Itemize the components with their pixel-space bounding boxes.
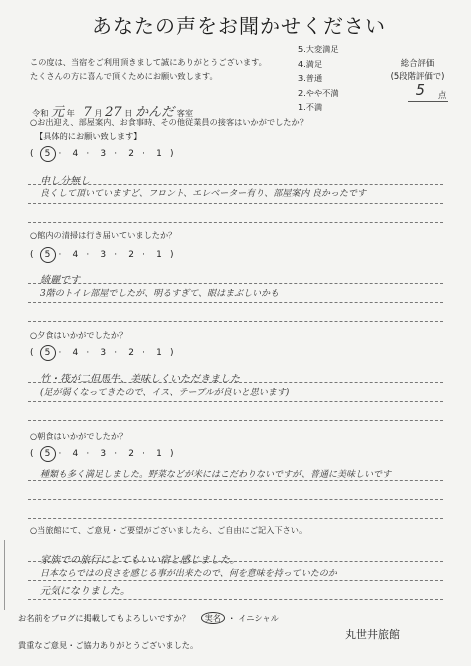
month-unit: 月 [94,108,103,118]
era: 令和 [32,108,49,118]
overall-score[interactable]: 5 [416,81,426,99]
option-real-name[interactable]: 実名 [201,612,225,624]
scale-2: 2.やや不満 [298,87,339,98]
rating-option[interactable]: 4 [72,149,79,159]
answer-dinner-2[interactable]: (足が弱くなってきたので、イス、テーブルが良いと思います) [40,388,290,398]
guest-name[interactable]: かんだ [135,105,175,120]
rating-option[interactable]: 4 [72,348,79,358]
blog-question: お名前をブログに掲載してもよろしいですか？ [18,613,190,623]
day-value[interactable]: 27 [105,105,122,120]
rating-option[interactable]: 3 [100,149,107,159]
rating-dinner: ( 5 · 4 · 3 · 2 · 1 ) [30,345,177,361]
scale-3: 3.普通 [298,73,323,84]
blog-consent [18,613,279,624]
question-breakfast: ○朝食はいかがでしたか？ [30,431,128,441]
option-separator: ・ [227,613,236,623]
rating-cleaning: ( 5 · 4 · 3 · 2 · 1 ) [30,247,177,263]
rating-option[interactable]: 1 [156,449,162,459]
rating-option[interactable]: 5 [40,247,56,263]
rating-option[interactable]: 3 [100,250,107,260]
rating-option[interactable]: 4 [72,449,79,459]
rating-option[interactable]: 5 [40,446,56,462]
question-comments: ○当旅館にて、ご意見・ご要望がございましたら、ご自由にご記入下さい。 [30,525,308,535]
thanks-text: 貴重なご意見・ご協力ありがとうございました。 [18,640,199,650]
scale-1: 1.不満 [298,102,323,113]
answer-comments-3[interactable]: 元気になりました。 [40,586,130,597]
overall-unit: 点 [438,90,447,100]
rating-scale-legend [298,42,339,115]
month-value[interactable]: 7 [83,105,92,120]
rating-option[interactable]: 1 [156,348,162,358]
option-initials[interactable]: イニシャル [238,613,279,623]
intro-line-2: たくさんの方に喜んで頂くためにお願い致します。 [30,71,218,81]
margin-mark [4,540,13,610]
year-value[interactable]: 元 [51,105,65,120]
year-unit: 年 [66,108,75,118]
question-service: ○お出迎え、部屋案内、お食事時、その他従業員の接客はいかがでしたか？ [30,117,308,127]
rating-option[interactable]: 1 [156,149,162,159]
overall-label: 総合評価 [400,58,435,68]
rating-breakfast: ( 5 · 4 · 3 · 2 · 1 ) [30,446,177,462]
rating-option[interactable]: 3 [100,449,107,459]
inn-name: 丸世井旅館 [345,628,400,641]
rating-option[interactable]: 2 [128,449,134,459]
overall-sublabel: (5段階評価で) [390,71,445,81]
intro-line-1: この度は、当宿をご利用頂きまして誠にありがとうございます。 [30,57,267,67]
day-unit: 日 [124,108,133,118]
rating-option[interactable]: 5 [40,146,56,162]
page-title: あなたの声をお聞かせください [92,14,386,38]
overall-rating [380,57,455,100]
answer-breakfast-1[interactable]: 種類も多く満足しました。野菜などが米にはこだわりないですが、普通に美味しいです [40,470,392,480]
answer-comments-2[interactable]: 日本ならではの良さを感じる事が出来たので、何を意味を持っていたのか [40,569,337,579]
rating-service: ( 5 · 4 · 3 · 2 · 1 ) [30,146,177,162]
question-cleaning: ○館内の清掃は行き届いていましたか？ [30,230,177,240]
rating-option[interactable]: 1 [156,250,162,260]
answer-dinner-1[interactable]: 竹・筏が二但馬牛、美味しくいただきました [40,374,240,385]
answer-service-2[interactable]: 良くして頂いていますど、フロント、エレベーター有り、部屋案内 良かったです [40,189,367,199]
answer-cleaning-1[interactable]: 綺麗です [40,275,80,286]
rating-option[interactable]: 2 [128,250,134,260]
question-dinner: ○夕食はいかがでしたか？ [30,330,128,340]
rating-option[interactable]: 5 [40,345,56,361]
answer-cleaning-2[interactable]: 3階のトイレ部屋でしたが、明るすぎて、眼はまぶしいかも [40,289,280,299]
score-underline [408,101,448,102]
scale-4: 4.満足 [298,58,323,69]
rating-option[interactable]: 4 [72,250,79,260]
answer-service-1[interactable]: 申し分無し [40,176,90,187]
rating-option[interactable]: 2 [128,149,134,159]
answer-comments-1[interactable]: 家族での旅行にとてもいい宿と感じました。 [40,555,240,566]
question-service-label: 【具体的にお願い致します】 [35,131,142,141]
guest-suffix: 客室 [176,108,194,118]
rating-option[interactable]: 3 [100,348,107,358]
intro-text [30,55,300,83]
scale-5: 5.大変満足 [298,44,339,54]
rating-option[interactable]: 2 [128,348,134,358]
